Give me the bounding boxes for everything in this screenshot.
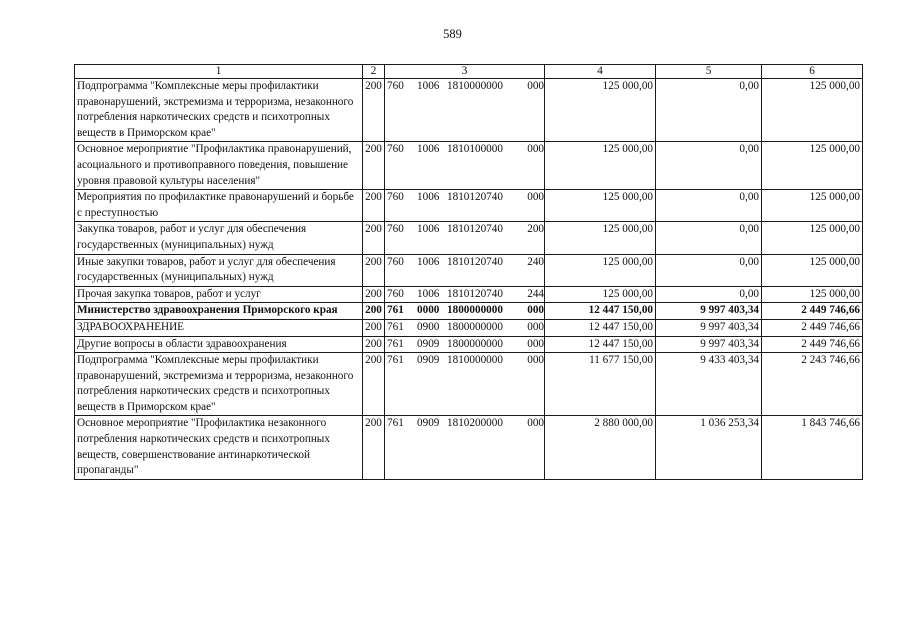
row-amount-col6: 125 000,00 <box>762 222 863 254</box>
classification-code-part: 200 <box>527 223 544 236</box>
row-code-cell: 200 <box>363 79 385 142</box>
header-cell: 4 <box>545 65 656 79</box>
row-amount-col5: 0,00 <box>656 286 762 303</box>
table-header-row <box>75 65 863 79</box>
row-amount-col5: 9 997 403,34 <box>656 303 762 320</box>
row-amount-col4: 11 677 150,00 <box>545 353 656 416</box>
classification-code-part: 760 <box>387 143 404 156</box>
classification-code-part: 0909 <box>417 417 440 430</box>
classification-code-part: 244 <box>527 287 544 300</box>
row-name-cell: Другие вопросы в области здравоохранения <box>75 336 363 353</box>
classification-code-part: 000 <box>527 304 544 317</box>
row-code-cell: 200 <box>363 222 385 254</box>
classification-code-part: 1006 <box>417 80 440 92</box>
row-amount-col5: 0,00 <box>656 142 762 190</box>
row-amount-col5: 0,00 <box>656 222 762 254</box>
row-amount-col5: 9 433 403,34 <box>656 353 762 416</box>
classification-code-part: 000 <box>527 417 544 430</box>
row-classification-cell <box>385 79 545 142</box>
classification-code-part: 000 <box>527 191 544 204</box>
table-row <box>75 142 863 190</box>
row-classification-cell <box>385 286 545 303</box>
row-classification-cell <box>385 319 545 336</box>
row-name-cell: Мероприятия по профилактике правонарушений и борьбе с преступностью <box>75 190 363 222</box>
classification-code-part: 000 <box>527 337 544 350</box>
row-amount-col4: 125 000,00 <box>545 142 656 190</box>
header-cell: 2 <box>363 65 385 79</box>
row-amount-col4: 12 447 150,00 <box>545 303 656 320</box>
classification-code-part: 761 <box>387 337 404 350</box>
table-row <box>75 79 863 142</box>
classification-code-part: 761 <box>387 417 404 430</box>
row-code-cell: 200 <box>363 319 385 336</box>
table-row <box>75 319 863 336</box>
header-cell: 5 <box>656 65 762 79</box>
row-amount-col6: 125 000,00 <box>762 142 863 190</box>
row-name-cell: Министерство здравоохранения Приморского края <box>75 303 363 320</box>
table-row <box>75 286 863 303</box>
classification-code-part: 1006 <box>417 223 440 236</box>
classification-code-part: 1810120740 <box>447 223 503 236</box>
header-cell: 6 <box>762 65 863 79</box>
budget-table <box>74 64 863 480</box>
classification-code-part: 0900 <box>417 320 440 333</box>
row-amount-col5: 9 997 403,34 <box>656 319 762 336</box>
row-name-cell: Основное мероприятие "Профилактика правонарушений, асоциального и противоправного поведения, повышение уровня правовой культуры населения" <box>75 142 363 190</box>
classification-code-part: 760 <box>387 80 404 92</box>
classification-code-part: 760 <box>387 255 404 268</box>
table-row <box>75 254 863 286</box>
row-classification-cell <box>385 254 545 286</box>
row-classification-cell <box>385 416 545 479</box>
row-amount-col4: 125 000,00 <box>545 79 656 142</box>
classification-code-part: 0000 <box>417 304 440 317</box>
row-amount-col4: 125 000,00 <box>545 286 656 303</box>
row-name-cell: Подпрограмма "Комплексные меры профилактики правонарушений, экстремизма и терроризма, незаконного потребления наркотических средств и психотропных веществ в Приморском крае" <box>75 79 363 142</box>
classification-code-part: 760 <box>387 223 404 236</box>
classification-code-part: 1006 <box>417 287 440 300</box>
classification-code-part: 1810120740 <box>447 255 503 268</box>
table-row <box>75 303 863 320</box>
classification-code-part: 760 <box>387 191 404 204</box>
row-amount-col4: 125 000,00 <box>545 254 656 286</box>
classification-code-part: 0909 <box>417 337 440 350</box>
row-name-cell: Основное мероприятие "Профилактика незаконного потребления наркотических средств и психотропных веществ, совершенствование антинаркотической пропаганды" <box>75 416 363 479</box>
row-code-cell: 200 <box>363 254 385 286</box>
row-amount-col4: 12 447 150,00 <box>545 336 656 353</box>
row-code-cell: 200 <box>363 336 385 353</box>
row-amount-col4: 125 000,00 <box>545 190 656 222</box>
classification-code-part: 1810120740 <box>447 191 503 204</box>
row-amount-col5: 1 036 253,34 <box>656 416 762 479</box>
row-amount-col6: 125 000,00 <box>762 254 863 286</box>
row-amount-col6: 2 449 746,66 <box>762 336 863 353</box>
row-code-cell: 200 <box>363 142 385 190</box>
classification-code-part: 1006 <box>417 191 440 204</box>
classification-code-part: 1810200000 <box>447 417 503 430</box>
row-classification-cell <box>385 303 545 320</box>
classification-code-part: 1810000000 <box>447 354 503 367</box>
classification-code-part: 0909 <box>417 354 440 367</box>
row-amount-col5: 0,00 <box>656 254 762 286</box>
row-classification-cell <box>385 190 545 222</box>
row-name-cell: ЗДРАВООХРАНЕНИЕ <box>75 319 363 336</box>
classification-code-part: 000 <box>527 143 544 156</box>
row-amount-col5: 9 997 403,34 <box>656 336 762 353</box>
page-number: 589 <box>443 27 462 41</box>
row-code-cell: 200 <box>363 190 385 222</box>
table-row <box>75 416 863 479</box>
row-code-cell: 200 <box>363 303 385 320</box>
row-name-cell: Закупка товаров, работ и услуг для обеспечения государственных (муниципальных) нужд <box>75 222 363 254</box>
row-name-cell: Прочая закупка товаров, работ и услуг <box>75 286 363 303</box>
classification-code-part: 240 <box>527 255 544 268</box>
header-cell: 1 <box>75 65 363 79</box>
table-row <box>75 222 863 254</box>
row-amount-col6: 2 449 746,66 <box>762 303 863 320</box>
classification-code-part: 1006 <box>417 143 440 156</box>
row-code-cell: 200 <box>363 286 385 303</box>
row-name-cell: Подпрограмма "Комплексные меры профилактики правонарушений, экстремизма и терроризма, незаконного потребления наркотических средств и психотропных веществ в Приморском крае" <box>75 353 363 416</box>
classification-code-part: 1810000000 <box>447 80 503 92</box>
row-classification-cell <box>385 222 545 254</box>
classification-code-part: 760 <box>387 287 404 300</box>
row-amount-col6: 125 000,00 <box>762 190 863 222</box>
row-amount-col6: 125 000,00 <box>762 79 863 142</box>
row-classification-cell <box>385 353 545 416</box>
row-amount-col4: 2 880 000,00 <box>545 416 656 479</box>
table-row <box>75 353 863 416</box>
row-amount-col6: 2 449 746,66 <box>762 319 863 336</box>
classification-code-part: 000 <box>527 320 544 333</box>
row-name-cell: Иные закупки товаров, работ и услуг для обеспечения государственных (муниципальных) нужд <box>75 254 363 286</box>
row-amount-col4: 12 447 150,00 <box>545 319 656 336</box>
row-amount-col5: 0,00 <box>656 79 762 142</box>
row-classification-cell <box>385 336 545 353</box>
header-cell: 3 <box>385 65 545 79</box>
row-amount-col6: 2 243 746,66 <box>762 353 863 416</box>
classification-code-part: 000 <box>527 80 544 92</box>
row-amount-col4: 125 000,00 <box>545 222 656 254</box>
classification-code-part: 761 <box>387 320 404 333</box>
classification-code-part: 000 <box>527 354 544 367</box>
row-amount-col6: 125 000,00 <box>762 286 863 303</box>
row-amount-col6: 1 843 746,66 <box>762 416 863 479</box>
row-code-cell: 200 <box>363 416 385 479</box>
classification-code-part: 761 <box>387 354 404 367</box>
row-code-cell: 200 <box>363 353 385 416</box>
table-row <box>75 336 863 353</box>
classification-code-part: 1810100000 <box>447 143 503 156</box>
classification-code-part: 761 <box>387 304 404 317</box>
classification-code-part: 1006 <box>417 255 440 268</box>
row-amount-col5: 0,00 <box>656 190 762 222</box>
classification-code-part: 1800000000 <box>447 320 503 333</box>
row-classification-cell <box>385 142 545 190</box>
classification-code-part: 1810120740 <box>447 287 503 300</box>
classification-code-part: 1800000000 <box>447 337 503 350</box>
classification-code-part: 1800000000 <box>447 304 503 317</box>
table-row <box>75 190 863 222</box>
